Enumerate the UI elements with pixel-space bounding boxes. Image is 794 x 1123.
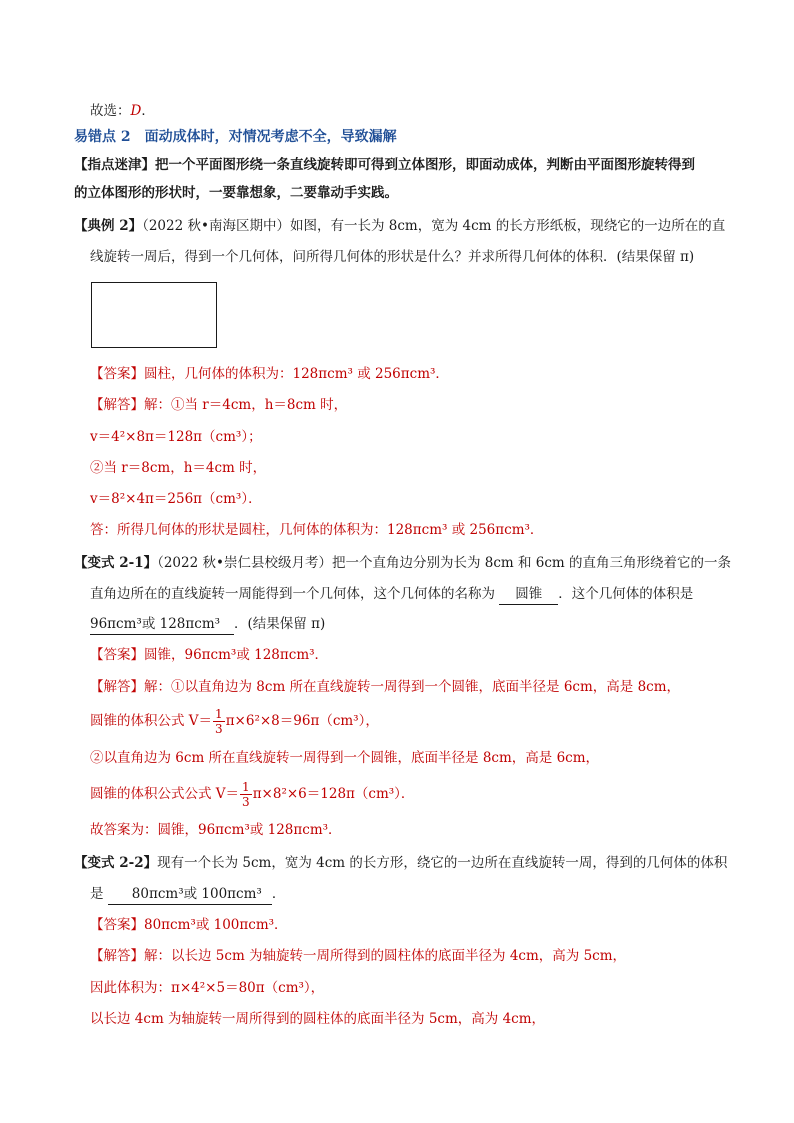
tip-line-1: 【指点迷津】把一个平面图形绕一条直线旋转即可得到立体图形，即面动成体，判断由平面图形旋转得到 bbox=[74, 157, 695, 173]
example-2-answer: 【答案】圆柱，几何体的体积为：128πcm³ 或 256πcm³． bbox=[90, 366, 449, 382]
example-2-solution-3: ②当 r＝8cm，h＝4cm 时， bbox=[90, 460, 267, 476]
variant-2-1-line-1: 【变式 2-1】（2022 秋•崇仁县校级月考）把一个直角边分别为长为 8cm 和 6cm 的直角三角形绕着它的一条 bbox=[74, 555, 732, 571]
variant-2-2-solution-3: 以长边 4cm 为轴旋转一周所得到的圆柱体的底面半径为 5cm，高为 4cm， bbox=[90, 1011, 546, 1027]
variant-2-1-answer: 【答案】圆锥，96πcm³或 128πcm³． bbox=[90, 647, 329, 663]
variant-2-1-line-2: 直角边所在的直线旋转一周能得到一个几何体，这个几何体的名称为 圆锥 ．这个几何体的体积是 bbox=[90, 584, 693, 605]
rectangle-figure bbox=[91, 282, 217, 348]
example-2-solution-4: v＝8²×4π＝256π（cm³）． bbox=[90, 491, 262, 507]
fraction-one-third: $\frac{1}{3}$ bbox=[242, 780, 250, 809]
variant-2-2-solution-2: 因此体积为：π×4²×5＝80π（cm³）， bbox=[90, 980, 325, 996]
variant-2-2-line-2: 是 80πcm³或 100πcm³ ． bbox=[90, 884, 285, 905]
variant-2-1-solution-3: ②以直角边为 6cm 所在直线旋转一周得到一个圆锥，底面半径是 8cm，高是 6cm， bbox=[90, 750, 600, 766]
previous-answer-letter: D bbox=[130, 103, 142, 119]
example-2-label: 【典例 2】 bbox=[74, 218, 143, 234]
variant-2-1-blank-name: 圆锥 bbox=[499, 584, 558, 605]
tip-label: 【指点迷津】 bbox=[74, 157, 155, 173]
fraction-one-third: $\frac{1}{3}$ bbox=[215, 707, 223, 736]
variant-2-1-conclusion: 故答案为：圆锥，96πcm³或 128πcm³． bbox=[90, 822, 342, 838]
variant-2-1-line-3: 96πcm³或 128πcm³ ．(结果保留 π) bbox=[90, 614, 325, 635]
tip-line-2: 的立体图形的形状时，一要靠想象，二要靠动手实践。 bbox=[74, 185, 398, 201]
variant-2-2-solution-1: 【解答】解：以长边 5cm 为轴旋转一周所得到的圆柱体的底面半径为 4cm，高为 5cm， bbox=[90, 948, 627, 964]
variant-2-1-solution-2: 圆锥的体积公式 V＝ $\frac{1}{3}$ π×6²×8＝96π（cm³）， bbox=[90, 707, 379, 736]
variant-2-1-solution-4: 圆锥的体积公式公式 V＝ $\frac{1}{3}$ π×8²×6＝128π（cm³）． bbox=[90, 780, 415, 809]
variant-2-2-line-1: 【变式 2-2】现有一个长为 5cm，宽为 4cm 的长方形，绕它的一边所在直线旋转一周，得到的几何体的体积 bbox=[74, 855, 728, 871]
previous-answer-line: 故选：D． bbox=[90, 103, 155, 119]
example-2-line-1: 【典例 2】（2022 秋•南海区期中）如图，有一长为 8cm，宽为 4cm 的长方形纸板，现绕它的一边所在的直 bbox=[74, 218, 726, 234]
variant-2-1-solution-1: 【解答】解：①以直角边为 8cm 所在直线旋转一周得到一个圆锥，底面半径是 6cm，高是 8cm， bbox=[90, 679, 681, 695]
variant-2-2-answer: 【答案】80πcm³或 100πcm³． bbox=[90, 917, 288, 933]
example-2-solution-1: 【解答】解：①当 r＝4cm，h＝8cm 时， bbox=[90, 397, 348, 413]
variant-2-2-blank-volume: 80πcm³或 100πcm³ bbox=[108, 884, 272, 905]
example-2-line-2: 线旋转一周后，得到一个几何体，问所得几何体的形状是什么？并求所得几何体的体积．(结果保留 π) bbox=[90, 249, 695, 265]
variant-2-1-label: 【变式 2-1】 bbox=[74, 555, 158, 571]
variant-2-1-blank-volume: 96πcm³或 128πcm³ bbox=[90, 614, 234, 635]
example-2-solution-2: v＝4²×8π＝128π（cm³）； bbox=[90, 429, 262, 445]
example-2-conclusion: 答：所得几何体的形状是圆柱，几何体的体积为：128πcm³ 或 256πcm³． bbox=[90, 522, 544, 538]
section-heading: 易错点 2 面动成体时，对情况考虑不全，导致漏解 bbox=[74, 129, 397, 145]
variant-2-2-label: 【变式 2-2】 bbox=[74, 855, 158, 871]
